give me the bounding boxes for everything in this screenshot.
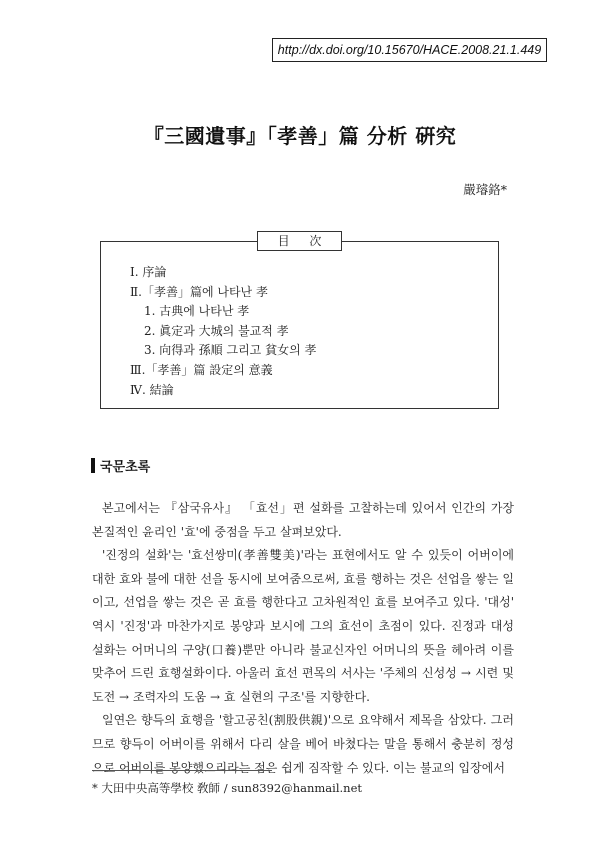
footnote: * 大田中央高等學校 敎師 / sun8392@hanmail.net <box>92 781 363 795</box>
abstract-paragraph: '진정의 설화'는 '효선쌍미(孝善雙美)'라는 표현에서도 알 수 있듯이 어버이에 대한 효와 불에 대한 선을 동시에 보여줌으로써, 효를 행하는 것은 선업을 쌓는 일이고, 선업을 쌓는 것은 곧 효를 행한다고 고차원적인 효를 보여주고 있다. '대성' 역시 '진정'과 마찬가지로 봉양과 보시에 그의 효선이 초점이 있다. 진정과 대성 설화는 어머니의 구양(口養)뿐만 아니라 불교신자인 어머니의 뜻을 헤아려 이를 맞추어 드린 효행설화이다. 아울러 효선 편목의 서사는 '주체의 신성성 → 시련 및 도전 → 조력자의 도움 → 효 실현의 구조'를 지향한다. <box>92 548 514 704</box>
toc-item: Ⅳ. 結論 <box>130 382 174 397</box>
abstract-heading <box>91 458 150 476</box>
toc-item: 3. 向得과 孫順 그리고 貧女의 孝 <box>144 343 317 358</box>
doi-link[interactable]: http://dx.doi.org/10.15670/HACE.2008.21.1.449 <box>272 38 547 62</box>
paper-title: 『三國遺事』「孝善」篇 分析 硏究 <box>143 124 457 148</box>
abstract-paragraph: 본고에서는 『삼국유사』 「효선」편 설화를 고찰하는데 있어서 인간의 가장 본질적인 윤리인 '효'에 중점을 두고 살펴보았다. <box>92 501 514 539</box>
toc-item: Ⅲ.「孝善」篇 設定의 意義 <box>130 362 273 377</box>
toc-heading: 目 次 <box>257 231 342 251</box>
abstract-heading-text: 국문초록 <box>100 460 151 475</box>
toc-item: Ⅱ.「孝善」篇에 나타난 孝 <box>130 284 268 299</box>
toc-list <box>130 263 316 400</box>
footnote-divider <box>92 770 272 771</box>
toc-item: 1. 古典에 나타난 孝 <box>144 304 250 319</box>
toc-item: 2. 眞定과 大城의 불교적 孝 <box>144 323 289 338</box>
toc-item: Ⅰ. 序論 <box>130 265 167 279</box>
abstract-paragraph: 일연은 향득의 효행을 '할고공친(割股供親)'으로 요약해서 제목을 삼았다. 그러므로 향득이 어버이를 위해서 다리 살을 베어 바쳤다는 말을 통해서 충분히 정성으로 어버이를 봉양했으리라는 점은 쉽게 짐작할 수 있다. 이는 불교의 입장에서 <box>92 713 514 775</box>
heading-bar-marker <box>91 458 95 473</box>
author-name: 嚴璿鉻* <box>463 182 507 197</box>
abstract-body <box>92 497 514 780</box>
